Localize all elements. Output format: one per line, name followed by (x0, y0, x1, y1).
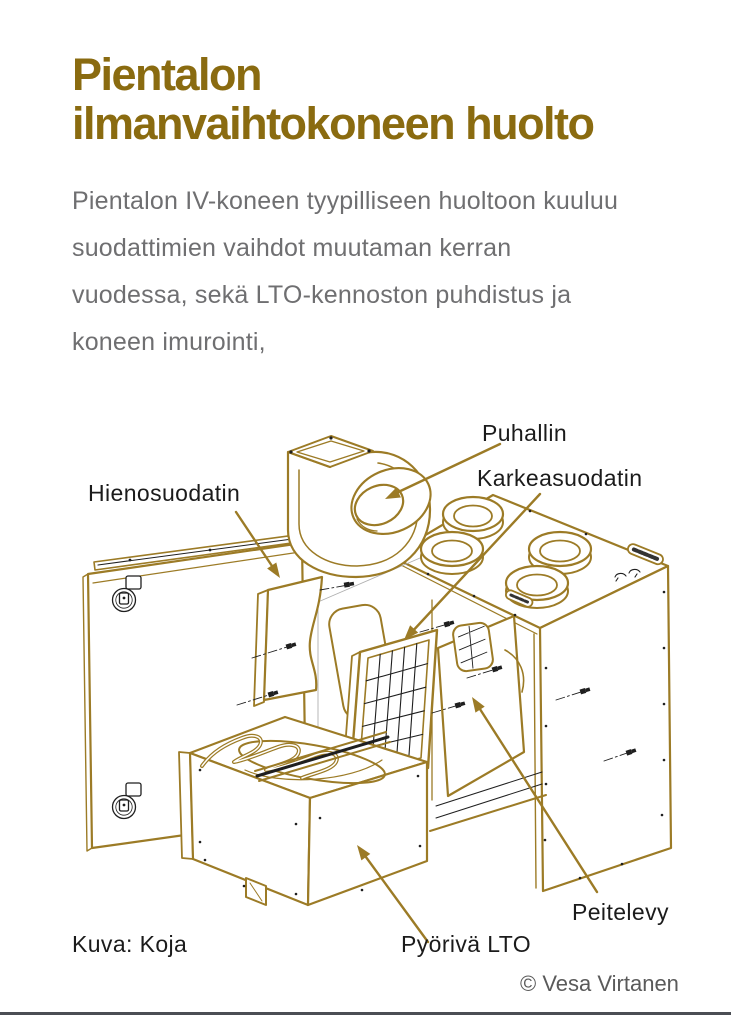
copyright-credit: © Vesa Virtanen (520, 971, 679, 996)
label-peitelevy: Peitelevy (572, 899, 669, 925)
figure-caption: Kuva: Koja (72, 931, 188, 957)
title-line-2: ilmanvaihtokoneen huolto (72, 98, 594, 149)
label-pyoriva-lto: Pyörivä LTO (401, 931, 532, 957)
duct-collar (421, 532, 483, 574)
intro-line: Pientalon IV-koneen tyypilliseen huoltoon kuuluu (72, 187, 619, 215)
footer-rule (0, 1012, 731, 1015)
label-puhallin: Puhallin (482, 420, 568, 446)
label-hienosuodatin: Hienosuodatin (88, 480, 241, 506)
fine-filter (254, 577, 322, 706)
intro-line: vuodessa, sekä LTO-kennoston puhdistus ja (72, 281, 572, 309)
intro-line: suodattimien vaihdot muutaman kerran (72, 234, 512, 262)
intro-line: koneen imurointi, (72, 328, 266, 356)
interior-window (452, 622, 494, 673)
label-karkeasuodatin: Karkeasuodatin (477, 465, 643, 491)
title-line-1: Pientalon (72, 49, 262, 100)
